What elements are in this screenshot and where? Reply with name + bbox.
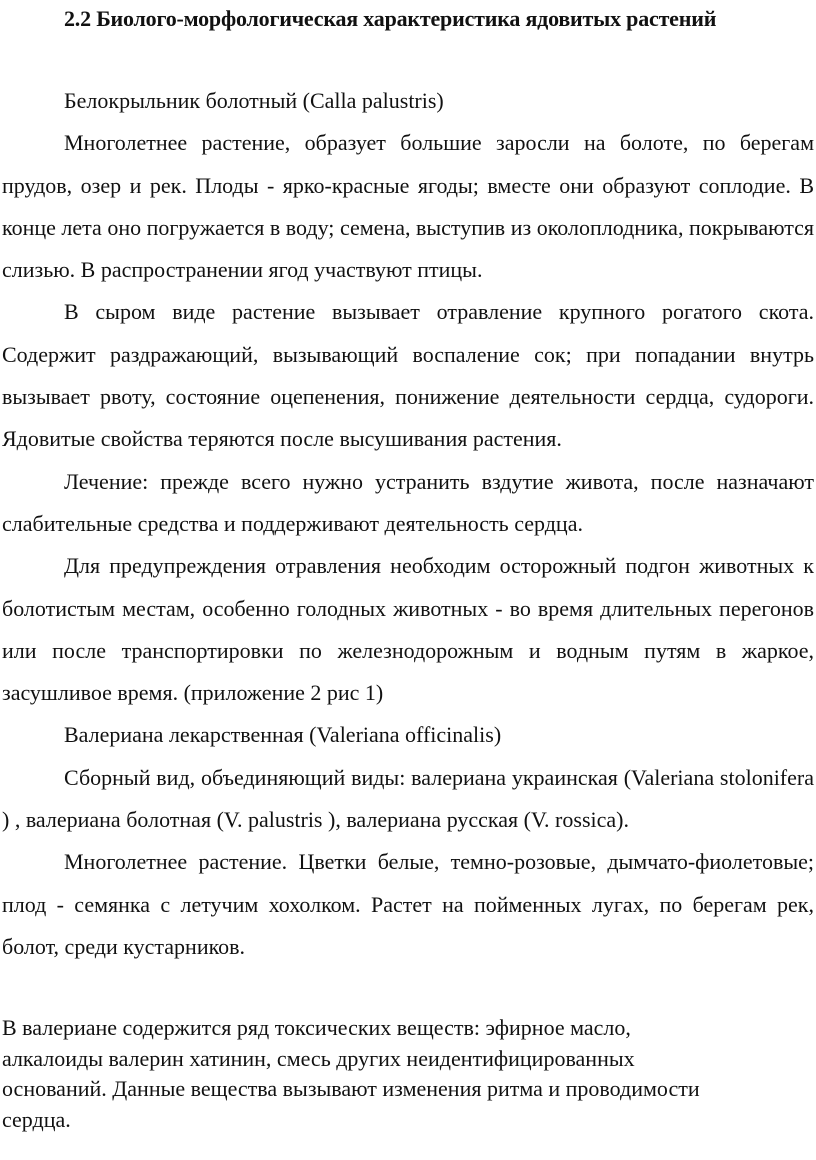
document-body [2,80,814,968]
plant-title-valeriana: Валериана лекарственная (Valeriana officinalis) [64,722,502,748]
paragraph-valeriana-toxins [2,1013,762,1135]
paragraph-valeriana-species: Сборный вид, объединяющий виды: валериана украинская (Valeriana stolonifera ) , валериана болотная (V. palustris ), валериана русская (V. rossica). [2,764,814,833]
text-line: В валериане содержится ряд токсических веществ: эфирное масло, [2,1015,631,1040]
paragraph-calla-prevention: Для предупреждения отравления необходим осторожный подгон животных к болотистым местам, особенно голодных животных - во время длительных перегонов или после транспортировки по железнодорожным и водным путям в жаркое, засушливое время. (приложение 2 рис 1) [2,553,814,706]
paragraph-calla-treatment: Лечение: прежде всего нужно устранить вздутие живота, после назначают слабительные средства и поддерживают деятельность сердца. [2,468,814,536]
paragraph-calla-toxicity: В сыром виде растение вызывает отравление крупного рогатого скота. Содержит раздражающий, вызывающий воспаление сок; при попадании внутрь вызывает рвоту, состояние оцепенения, понижение деятельности сердца, судороги. Ядовитые свойства теряются после высушивания растения. [2,299,814,452]
paragraph-valeriana-description: Многолетнее растение. Цветки белые, темно-розовые, дымчато-фиолетовые; плод - семянка с летучим хохолком. Растет на пойменных лугах, по берегам рек, болот, среди кустарников. [2,849,814,959]
plant-title-calla: Белокрыльник болотный (Calla palustris) [64,88,444,113]
text-line: сердца. [2,1106,71,1132]
text-line: алкалоиды валерин хатинин, смесь других неидентифицированных [2,1045,635,1071]
paragraph-calla-description: Многолетнее растение, образует большие заросли на болоте, по берегам прудов, озер и рек. Плоды - ярко-красные ягоды; вместе они образуют соплодие. В конце лета оно погружается в воду; семена, выступив из околоплодника, покрываются слизью. В распространении ягод участвуют птицы. [2,130,814,283]
text-line: оснований. Данные вещества вызывают изменения ритма и проводимости [2,1076,700,1101]
section-heading: 2.2 Биолого-морфологическая характеристика ядовитых растений [64,6,717,31]
